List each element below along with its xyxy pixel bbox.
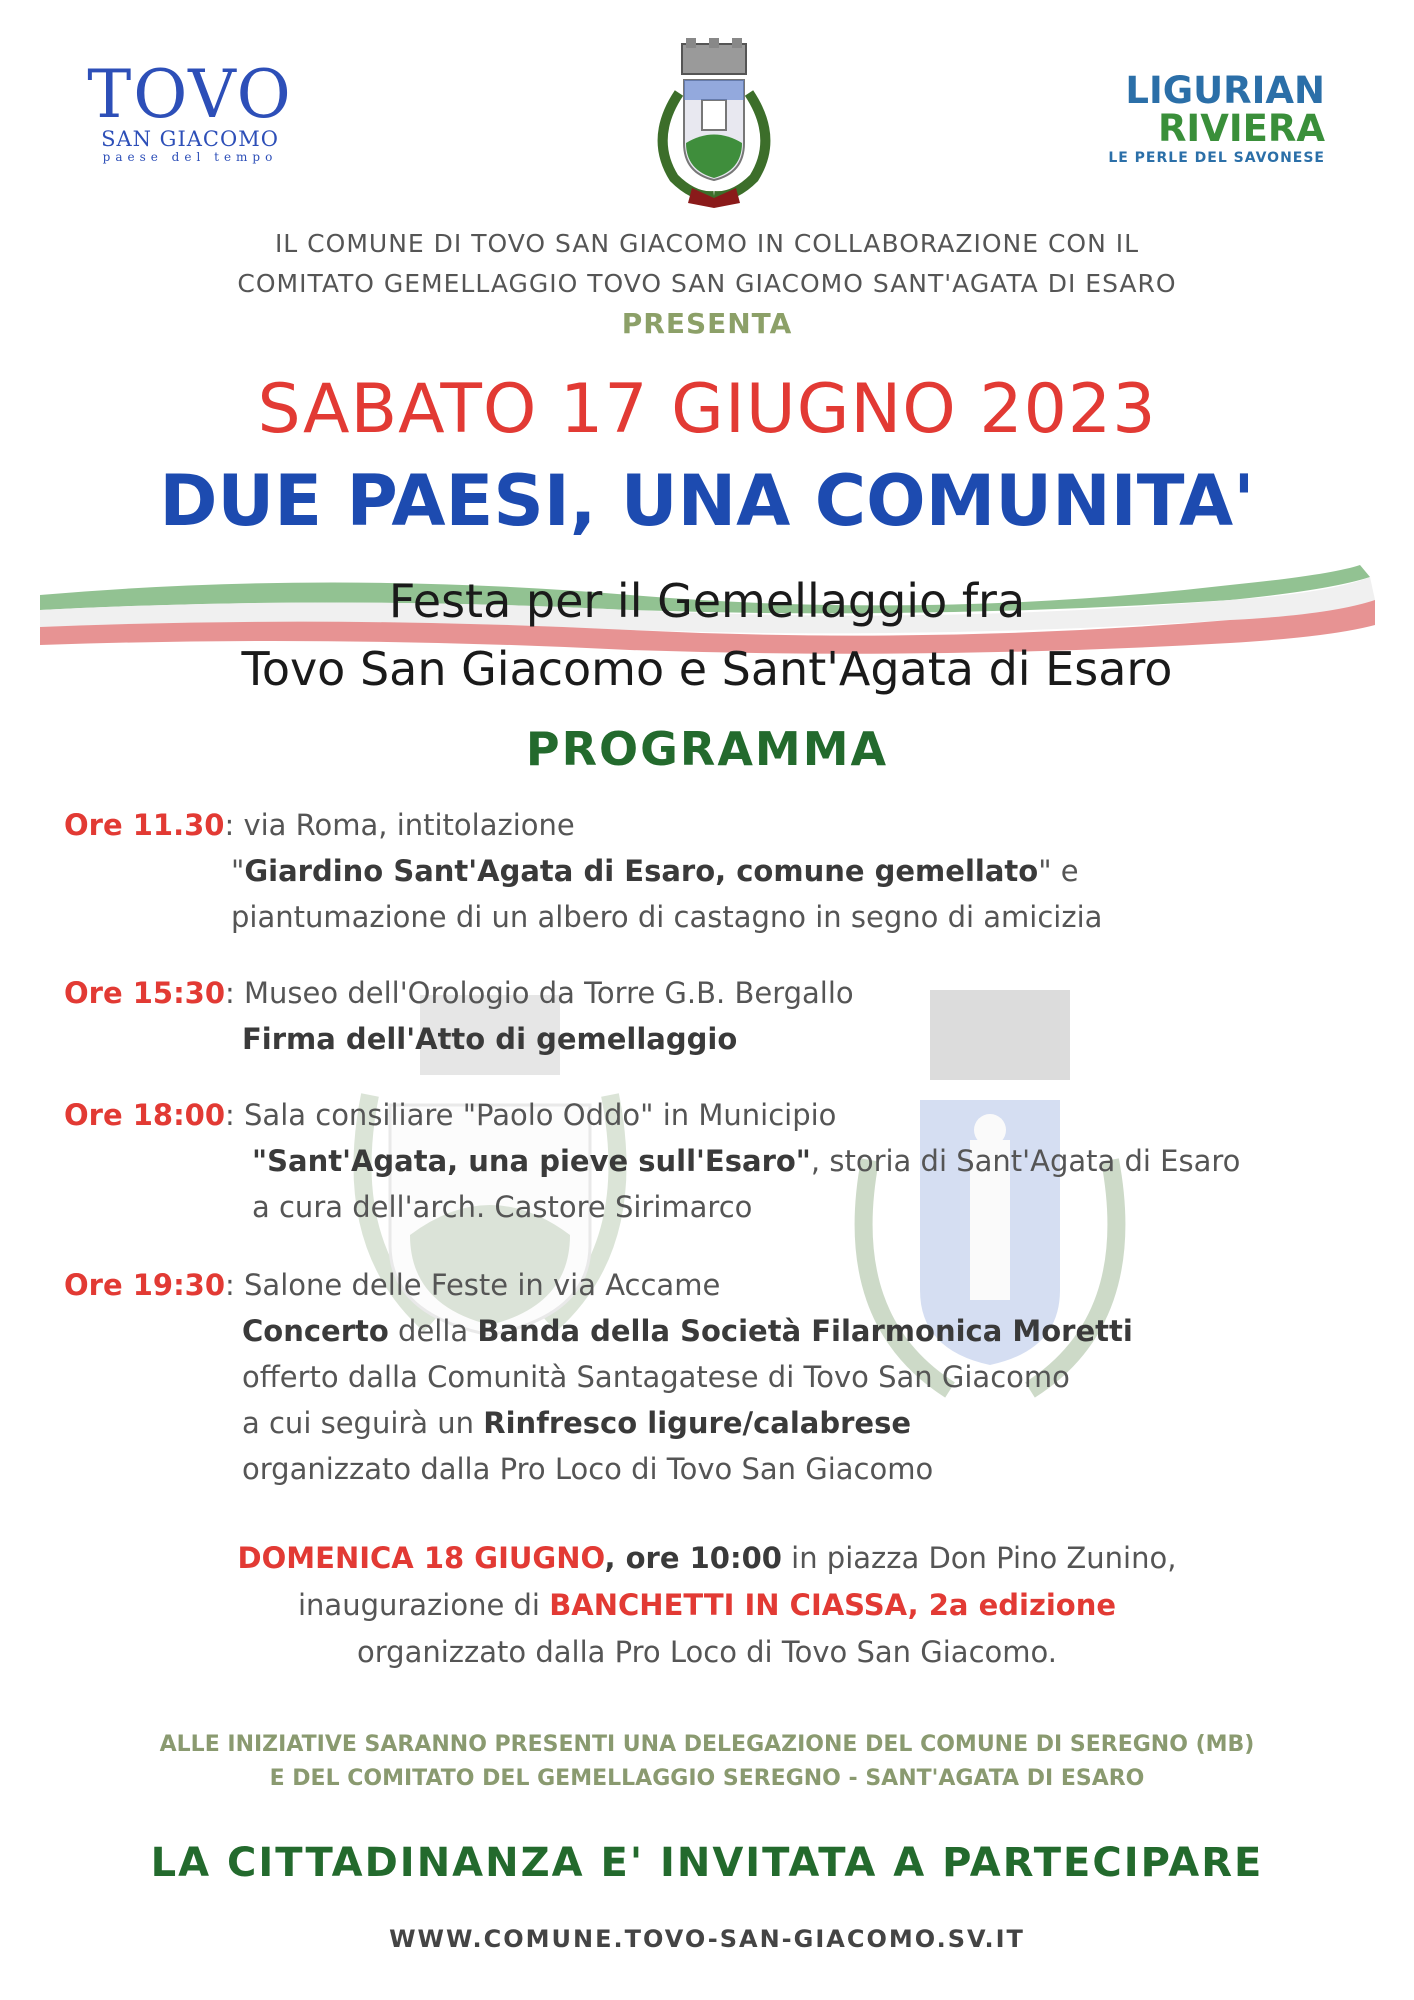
tovo-logo bbox=[80, 56, 300, 164]
schedule-highlight: Concerto bbox=[242, 1314, 389, 1348]
schedule-text: : Museo dell'Orologio da Torre G.B. Bergallo bbox=[225, 976, 854, 1010]
schedule-text: : Sala consiliare "Paolo Oddo" in Municipio bbox=[225, 1098, 837, 1132]
program-heading: PROGRAMMA bbox=[525, 722, 889, 776]
sunday-highlight: BANCHETTI IN CIASSA, 2a edizione bbox=[549, 1588, 1117, 1622]
schedule-text: : via Roma, intitolazione bbox=[224, 808, 575, 842]
sunday-line-1 bbox=[0, 1535, 1414, 1581]
schedule-time: Ore 19:30 bbox=[64, 1268, 226, 1302]
schedule-time: Ore 11.30 bbox=[64, 808, 225, 842]
event-subtitle-line-2: Tovo San Giacomo e Sant'Agata di Esaro bbox=[241, 642, 1173, 696]
schedule-highlight: Firma dell'Atto di gemellaggio bbox=[242, 1022, 738, 1056]
schedule-time: Ore 15:30 bbox=[64, 976, 226, 1010]
schedule-highlight: Giardino Sant'Agata di Esaro, comune gemellato bbox=[244, 854, 1039, 888]
schedule-text: a cui seguirà un bbox=[242, 1406, 484, 1440]
schedule-item-2 bbox=[64, 970, 854, 1062]
event-subtitle-line-1: Festa per il Gemellaggio fra bbox=[388, 574, 1026, 628]
schedule-text: piantumazione di un albero di castagno in segno di amicizia bbox=[231, 900, 1103, 934]
presenta-label: PRESENTA bbox=[621, 307, 793, 340]
schedule-time: Ore 18:00 bbox=[64, 1098, 226, 1132]
schedule-highlight: Rinfresco ligure/calabrese bbox=[483, 1406, 912, 1440]
schedule-text: organizzato dalla Pro Loco di Tovo San Giacomo bbox=[242, 1452, 934, 1486]
ligurian-riviera-logo bbox=[1085, 69, 1325, 168]
schedule-highlight: "Sant'Agata, una pieve sull'Esaro" bbox=[252, 1144, 811, 1178]
ligurian-logo-line2: RIVIERA bbox=[1157, 107, 1325, 150]
ligurian-logo-line3: LE PERLE DEL SAVONESE bbox=[1108, 150, 1325, 166]
sunday-line-2 bbox=[0, 1582, 1414, 1628]
tovo-coat-of-arms-icon bbox=[644, 38, 784, 208]
delegation-note-line-2: E DEL COMITATO DEL GEMELLAGGIO SEREGNO - SANT'AGATA DI ESARO bbox=[269, 1766, 1145, 1791]
intro-line-1: IL COMUNE DI TOVO SAN GIACOMO IN COLLABORAZIONE CON IL bbox=[274, 229, 1140, 258]
schedule-highlight: Banda della Società Filarmonica Moretti bbox=[477, 1314, 1133, 1348]
schedule-text: , storia di Sant'Agata di Esaro bbox=[810, 1144, 1241, 1178]
tovo-logo-line2: SAN GIACOMO bbox=[101, 127, 279, 151]
intro-line-2: COMITATO GEMELLAGGIO TOVO SAN GIACOMO SANT'AGATA DI ESARO bbox=[237, 269, 1177, 298]
sunday-line-3: organizzato dalla Pro Loco di Tovo San Giacomo. bbox=[357, 1635, 1057, 1669]
event-date: SABATO 17 GIUGNO 2023 bbox=[257, 370, 1157, 449]
sunday-time: , ore 10:00 bbox=[604, 1541, 782, 1575]
schedule-text: offerto dalla Comunità Santagatese di Tovo San Giacomo bbox=[242, 1360, 1070, 1394]
schedule-text: " e bbox=[1038, 854, 1079, 888]
schedule-text: della bbox=[388, 1314, 478, 1348]
tovo-logo-line3: paese del tempo bbox=[102, 150, 278, 164]
schedule-text: : Salone delle Feste in via Accame bbox=[225, 1268, 721, 1302]
sunday-text: inaugurazione di bbox=[297, 1588, 550, 1622]
invitation-text: LA CITTADINANZA E' INVITATA A PARTECIPARE bbox=[150, 1840, 1264, 1886]
ligurian-logo-line1: LIGURIAN bbox=[1125, 69, 1325, 112]
quote: " bbox=[231, 854, 245, 888]
sunday-day: DOMENICA 18 GIUGNO bbox=[237, 1541, 605, 1575]
website-link[interactable]: WWW.COMUNE.TOVO-SAN-GIACOMO.SV.IT bbox=[389, 1925, 1025, 1953]
schedule-item-3 bbox=[64, 1092, 1240, 1230]
delegation-note-line-1: ALLE INIZIATIVE SARANNO PRESENTI UNA DELEGAZIONE DEL COMUNE DI SEREGNO (MB) bbox=[159, 1732, 1255, 1757]
sunday-place: in piazza Don Pino Zunino, bbox=[781, 1541, 1177, 1575]
schedule-text: a cura dell'arch. Castore Sirimarco bbox=[252, 1190, 753, 1224]
schedule-item-4 bbox=[64, 1262, 1133, 1492]
event-title: DUE PAESI, UNA COMUNITA' bbox=[159, 460, 1255, 542]
tovo-logo-line1: TOVO bbox=[87, 56, 293, 133]
schedule-item-1 bbox=[64, 802, 1102, 940]
